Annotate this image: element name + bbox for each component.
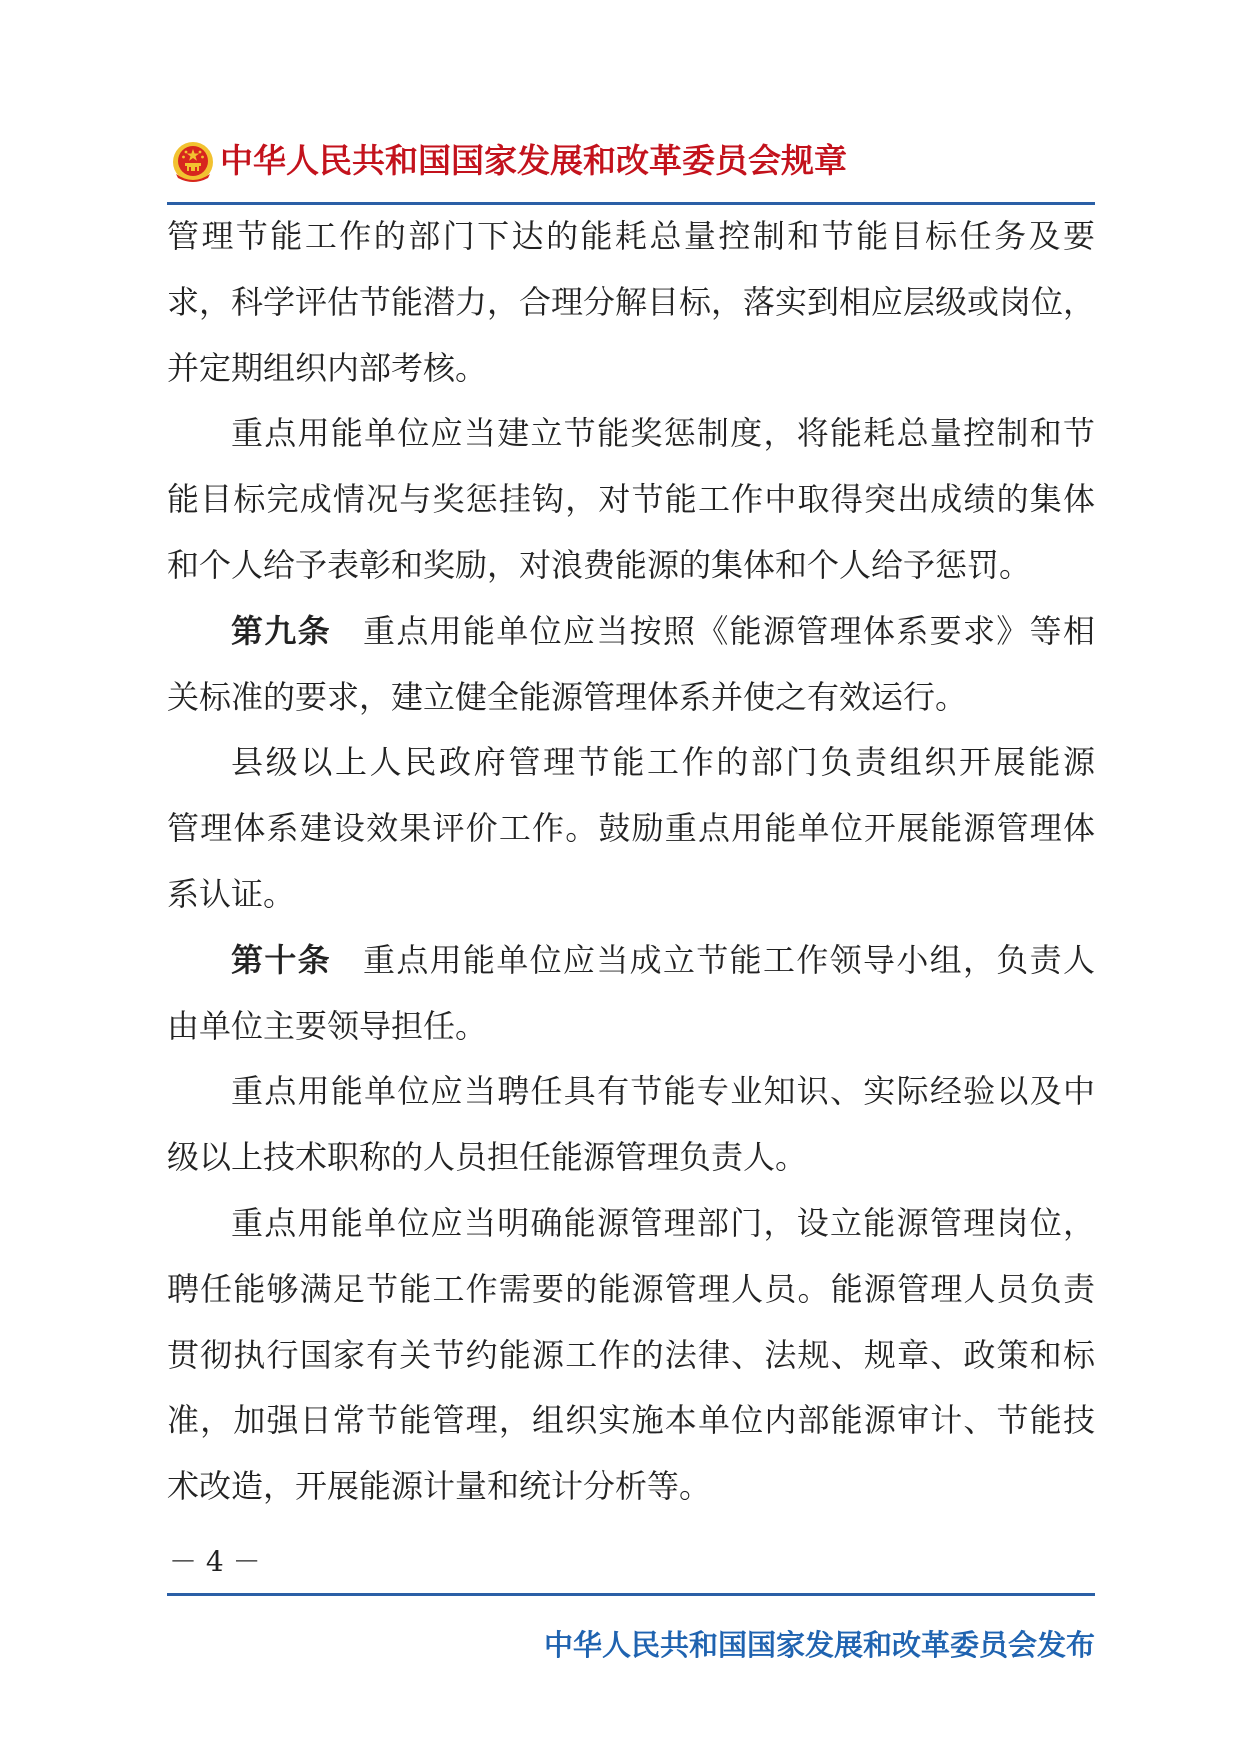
line-text: 求，科学评估节能潜力，合理分解目标，落实到相应层级或岗位，: [167, 282, 1096, 321]
body-line: [167, 1454, 1095, 1520]
line-text: 重点用能单位应当建立节能奖惩制度，将能耗总量控制和节: [231, 414, 1095, 453]
article-number: 第十条: [231, 940, 331, 979]
line-text: 关标准的要求，建立健全能源管理体系并使之有效运行。: [167, 677, 968, 716]
article-number: 第九条: [231, 611, 331, 650]
line-text: 重点用能单位应当按照《能源管理体系要求》等相: [363, 611, 1095, 650]
body-line: [167, 401, 1095, 467]
line-text: 重点用能单位应当成立节能工作领导小组，负责人: [363, 940, 1095, 979]
body-line: [167, 928, 1095, 994]
line-text: 准，加强日常节能管理，组织实施本单位内部能源审计、节能技: [167, 1401, 1095, 1440]
body-line: [167, 1125, 1095, 1191]
page-number: － 4 －: [169, 1545, 261, 1578]
body-line: [167, 730, 1095, 796]
line-text: 由单位主要领导担任。: [167, 1006, 488, 1045]
line-text: 能目标完成情况与奖惩挂钩，对节能工作中取得突出成绩的集体: [167, 480, 1095, 519]
line-text: 术改造，开展能源计量和统计分析等。: [167, 1467, 712, 1506]
body-line: [167, 1191, 1095, 1257]
line-text: 管理节能工作的部门下达的能耗总量控制和节能目标任务及要: [167, 217, 1095, 255]
body-line: [167, 1323, 1095, 1389]
line-text: 贯彻执行国家有关节约能源工作的法律、法规、规章、政策和标: [167, 1335, 1095, 1374]
line-text: 并定期组织内部考核。: [167, 348, 488, 387]
body-line: [167, 1059, 1095, 1125]
footer-divider: [167, 1593, 1095, 1596]
line-text: 重点用能单位应当明确能源管理部门，设立能源管理岗位，: [231, 1203, 1095, 1242]
body-line: [167, 467, 1095, 533]
body-line: [167, 270, 1095, 336]
body-line: [167, 1257, 1095, 1323]
header-title: 中华人民共和国国家发展和改革委员会规章: [220, 141, 847, 180]
line-text: 聘任能够满足节能工作需要的能源管理人员。能源管理人员负责: [167, 1269, 1095, 1308]
line-text: 县级以上人民政府管理节能工作的部门负责组织开展能源: [231, 743, 1095, 782]
national-emblem-icon: [170, 140, 216, 186]
body-line: [167, 204, 1095, 270]
line-text: 级以上技术职称的人员担任能源管理负责人。: [167, 1138, 808, 1177]
document-body: [167, 204, 1095, 1520]
line-text: 和个人给予表彰和奖励，对浪费能源的集体和个人给予惩罚。: [167, 545, 1032, 584]
body-line: [167, 665, 1095, 731]
body-line: [167, 994, 1095, 1060]
line-text: 重点用能单位应当聘任具有节能专业知识、实际经验以及中: [231, 1072, 1095, 1111]
body-line: [167, 796, 1095, 862]
body-line: [167, 862, 1095, 928]
body-line: [167, 1388, 1095, 1454]
line-text: 管理体系建设效果评价工作。鼓励重点用能单位开展能源管理体: [167, 809, 1095, 848]
body-line: [167, 336, 1095, 402]
body-line: [167, 599, 1095, 665]
body-line: [167, 533, 1095, 599]
line-text: 系认证。: [167, 874, 296, 913]
footer-publisher: 中华人民共和国国家发展和改革委员会发布: [543, 1628, 1095, 1662]
